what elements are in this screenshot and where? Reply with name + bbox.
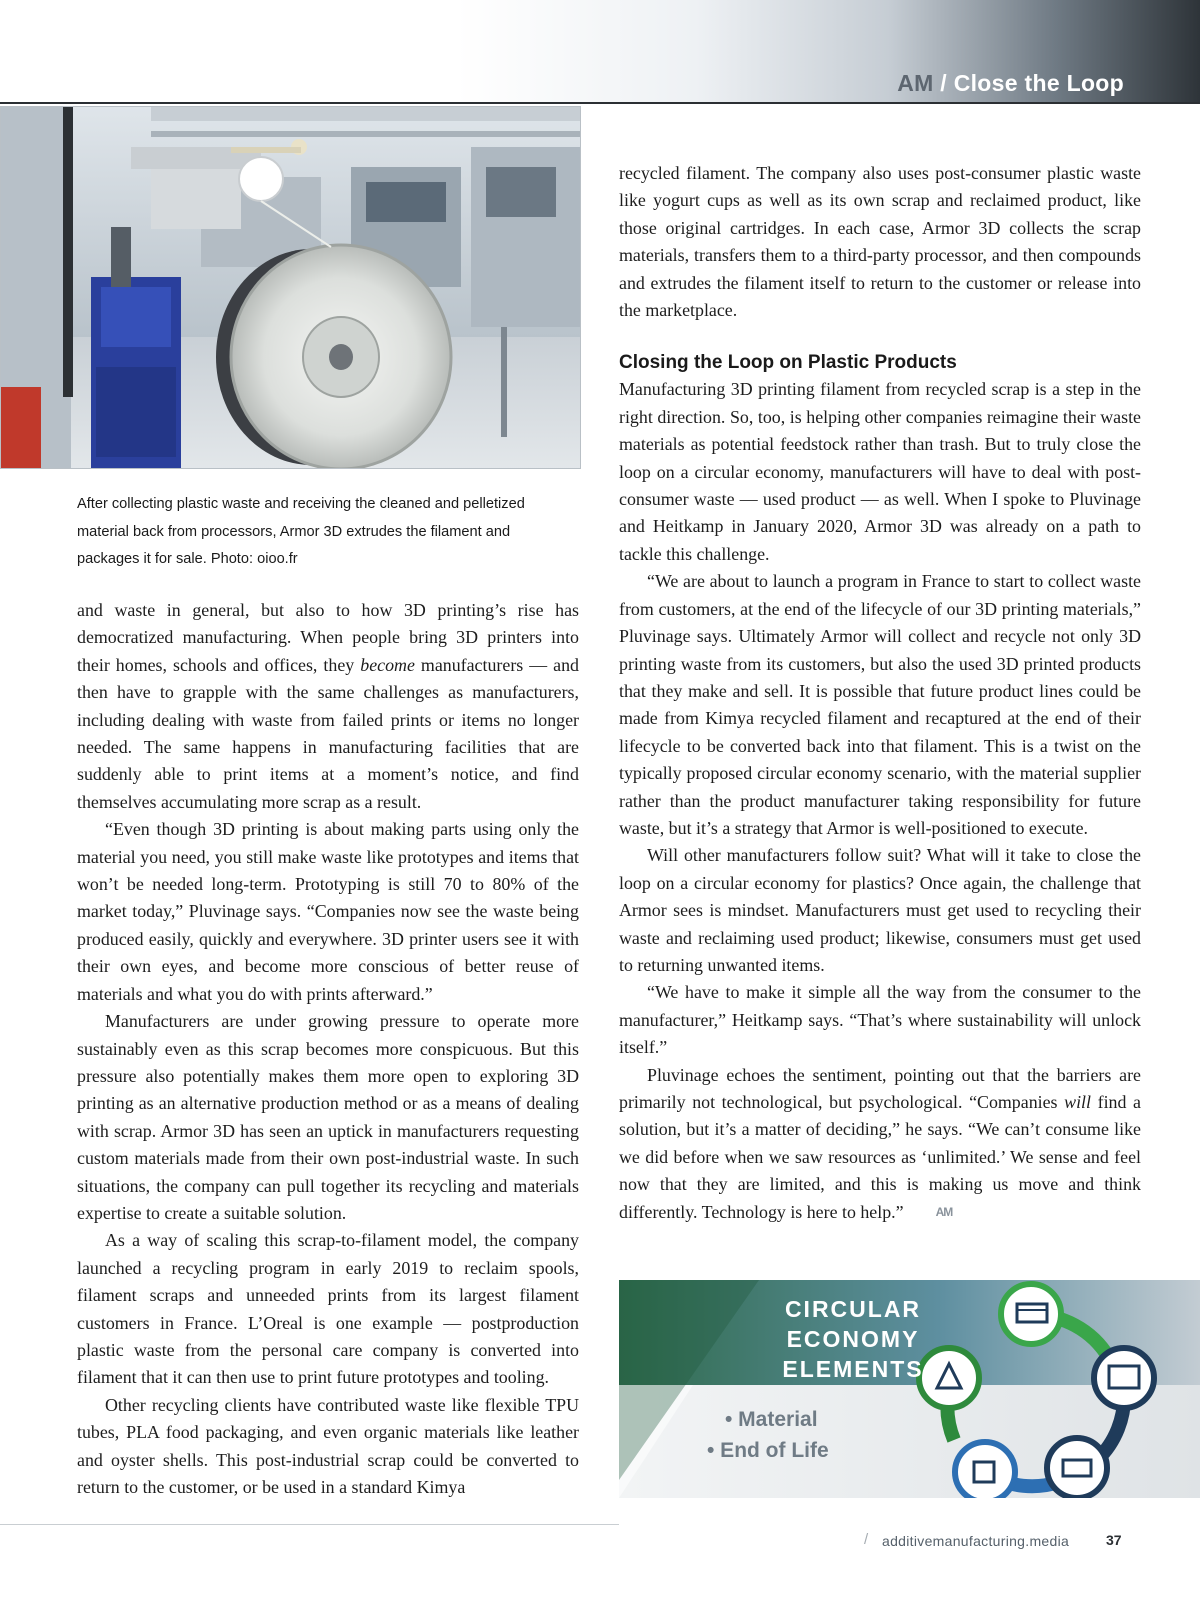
paragraph: “We are about to launch a program in France to start to collect waste from customers, at the end of the lifecycle of our 3D printing materials,” Pluvinage says. Ultimately Armor will collect and recycle not only 3D printing waste from its customers, but also the used 3D printed products that they make and sell. It is possible that future product lines could be made from Kimya recycled filament and recaptured at the end of their lifecycle to be converted back into that filament. This is a twist on the typically proposed circular economy scenario, with the material supplier rather than the product manufacturer taking responsibility for future waste, but it’s a strategy that Armor is well-positioned to execute.	[619, 571, 1141, 838]
paragraph: Will other manufacturers follow suit? What will it take to close the loop on a circular economy for plastics? Once again, the challenge that Armor sees is mindset. Manufacturers must get used to recycling their waste and reclaiming used product; likewise, consumers must get used to returning unwanted items.	[619, 845, 1141, 975]
text-run: manufacturers — and then have to grapple with the same challenges as manufacturers, including dealing with waste from failed prints or items no longer needed. The same happens in manufacturing facilities that are suddenly able to print items at a moment’s notice, and find themselves accumulating more scrap as a result.	[77, 654, 580, 812]
graphic-title-line: CIRCULAR	[784, 1296, 922, 1322]
filament-spool-photo	[0, 106, 581, 469]
photo-illustration	[1, 107, 581, 469]
footer-slash: /	[864, 1531, 869, 1548]
section-header	[897, 70, 1124, 97]
graphic-list-item: • Material	[725, 1408, 818, 1431]
header-rule	[0, 102, 1200, 104]
paragraph: Manufacturing 3D printing filament from recycled scrap is a step in the right direction. So, too, is helping other companies reimagine their waste materials as potential feedstock rather than trash. But to truly close the loop on a circular economy, manufacturers will have to deal with post-consumer waste — used product — as well. When I spoke to Pluvinage and Heitkamp in January 2020, Armor 3D was already on a path to tackle this challenge.	[619, 379, 1141, 564]
graphic-title	[739, 1294, 967, 1384]
footer-rule	[0, 1524, 619, 1525]
paragraph: “We have to make it simple all the way from the consumer to the manufacturer,” Heitkamp says. “That’s where sustainability will unlock itself.”	[619, 982, 1141, 1058]
end-mark-icon: AM	[935, 1204, 953, 1219]
body-column-right	[619, 160, 1141, 1226]
emphasis: become	[360, 654, 415, 675]
body-column-left	[77, 597, 579, 1501]
section-subhead: Closing the Loop on Plastic Products	[619, 352, 957, 374]
text-run: find a solution, but it’s a matter of deciding,” he says. “We can’t consume like we did before when we saw resources as ‘unlimited.’ We sense and feel now that they are limited, and this is making us move and think differently. Technology is here to help.”	[619, 1092, 1141, 1222]
emphasis: will	[1064, 1092, 1091, 1112]
graphic-list	[707, 1404, 829, 1466]
paragraph	[619, 1062, 1141, 1226]
section-abbr: AM	[897, 70, 934, 96]
paragraph: As a way of scaling this scrap-to-filament model, the company launched a recycling program in early 2019 to reclaim spools, filament scraps and unneeded prints from its largest filament customers in France. L’Oreal is one example — postproduction plastic waste from the personal care company is converted into filament that it can then use to print future prototypes and tooling.	[77, 1230, 579, 1388]
page-number: 37	[1106, 1532, 1122, 1548]
section-separator: /	[933, 70, 954, 96]
text-run: Pluvinage echoes the sentiment, pointing out that the barriers are primarily not technological, but psychological. “Companies	[619, 1064, 1141, 1112]
graphic-title-line: ELEMENTS	[782, 1356, 924, 1382]
paragraph: “Even though 3D printing is about making parts using only the material you need, you still make waste like prototypes and items that won’t be needed long-term. Prototyping is still 70 to 80% of the market today,” Pluvinage says. “Companies now see the waste being produced easily, quickly and everywhere. 3D printer users see it with their own eyes, and become more conscious of better reuse of materials and what you do with prints afterward.”	[77, 819, 579, 1004]
graphic-list-item: • End of Life	[707, 1439, 829, 1462]
paragraph	[77, 597, 579, 816]
text-run: and waste in general, but also to how 3D printing’s rise has democratized manufacturing. When people bring 3D printers into their homes, schools and offices, they	[77, 600, 579, 675]
paragraph: Other recycling clients have contributed waste like flexible TPU tubes, PLA food packaging, and even organic materials like leather and oyster shells. This post-industrial scrap could be converted to return to the customer, or be used in a standard Kimya	[77, 1394, 579, 1497]
footer-url: additivemanufacturing.media	[882, 1533, 1070, 1549]
photo-caption: After collecting plastic waste and receiving the cleaned and pelletized material back from processors, Armor 3D extrudes the filament and packages it for sale. Photo: oioo.fr	[77, 496, 525, 567]
circular-economy-graphic	[619, 1280, 1200, 1498]
paragraph: Manufacturers are under growing pressure to operate more sustainably even as this scrap becomes more conspicuous. But this pressure also potentially makes them more open to exploring 3D printing as an alternative production method or as a means of dealing with scrap. Armor 3D has seen an uptick in manufacturers requesting custom materials made from their own post-industrial waste. In such situations, the company can pull together its recycling and materials expertise to create a suitable solution.	[77, 1011, 579, 1223]
section-title: Close the Loop	[953, 70, 1124, 96]
paragraph: recycled filament. The company also uses post-consumer plastic waste like yogurt cups as well as its own scrap and reclaimed product, like those original cartridges. In each case, Armor 3D collects the scrap materials, transfers them to a third-party processor, and then compounds and extrudes the filament itself to return to the customer or release into the marketplace.	[619, 163, 1141, 321]
graphic-title-line: ECONOMY	[786, 1326, 920, 1352]
